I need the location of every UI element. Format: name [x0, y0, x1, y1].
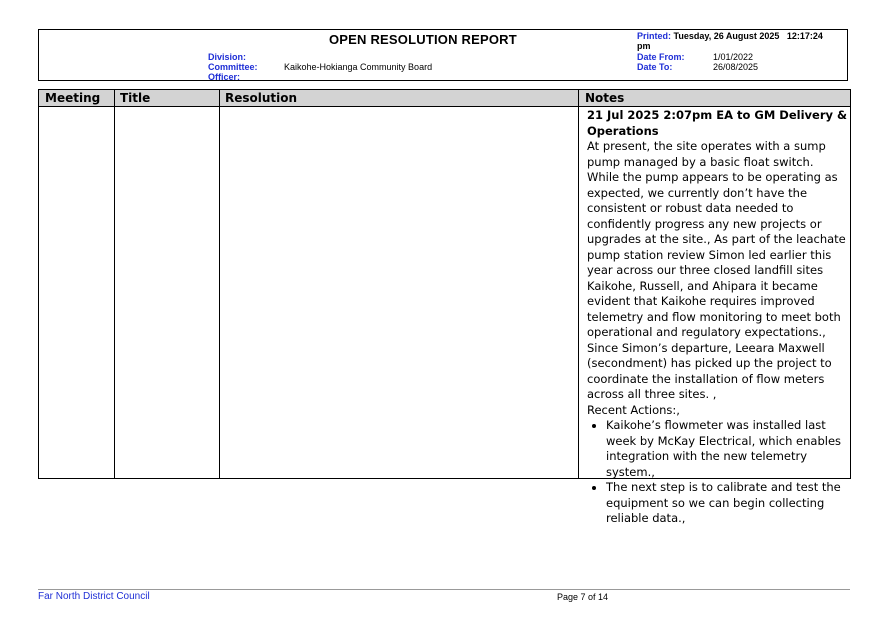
date-to-value: 26/08/2025 [713, 62, 759, 72]
printed-suffix: pm [637, 41, 651, 51]
column-header-title: Title [114, 90, 219, 107]
notes-recent-actions: Recent Actions:, [587, 402, 680, 417]
officer-label: Officer: [208, 72, 241, 82]
printed-info [637, 31, 823, 41]
date-from-value: 1/01/2022 [713, 52, 754, 62]
date-to-label: Date To: [637, 62, 673, 72]
page-number: Page 7 of 14 [557, 592, 609, 602]
column-divider [219, 90, 220, 478]
list-item: • Kaikohe’s flowmeter was installed last week by McKay Electrical, which enables integration with the new telemetry system., [606, 418, 849, 480]
notes-cell [587, 108, 849, 527]
division-label: Division: [208, 52, 247, 62]
column-header-resolution: Resolution [219, 90, 579, 107]
footer-divider [38, 589, 850, 590]
printed-label: Printed: [637, 31, 672, 41]
notes-heading: 21 Jul 2025 2:07pm EA to GM Delivery & Operations [587, 108, 848, 138]
column-header-notes: Notes [579, 90, 850, 107]
report-header [38, 29, 848, 81]
date-from-label: Date From: [637, 52, 685, 62]
committee-value: Kaikohe-Hokianga Community Board [284, 62, 433, 72]
column-divider [578, 90, 579, 478]
committee-label: Committee: [208, 62, 258, 72]
report-title: OPEN RESOLUTION REPORT [329, 32, 517, 47]
notes-body: At present, the site operates with a sump pump managed by a basic float switch. While the pump appears to be operating as expected, we currently don’t have the consistent or robust data needed to confidently progress any new projects or upgrades at the site., As part of the leachate pump station review Simon led earlier this year across our three closed landfill sites Kaikohe, Russell, and Ahipara it became evident that Kaikohe requires improved telemetry and flow monitoring to meet both operational and regulatory expectations., Since Simon’s departure, Leeara Maxwell (secondment) has picked up the project to coordinate the installation of flow meters across all three sites. , [587, 139, 846, 401]
list-item: • The next step is to calibrate and test the equipment so we can begin collecting reliable data., [606, 480, 849, 527]
printed-value: Tuesday, 26 August 2025 12:17:24 [673, 31, 823, 41]
recent-actions-list [587, 418, 849, 527]
column-divider [114, 90, 115, 478]
footer-organisation: Far North District Council [38, 591, 150, 602]
resolution-table [38, 89, 851, 525]
column-header-meeting: Meeting [39, 90, 114, 107]
